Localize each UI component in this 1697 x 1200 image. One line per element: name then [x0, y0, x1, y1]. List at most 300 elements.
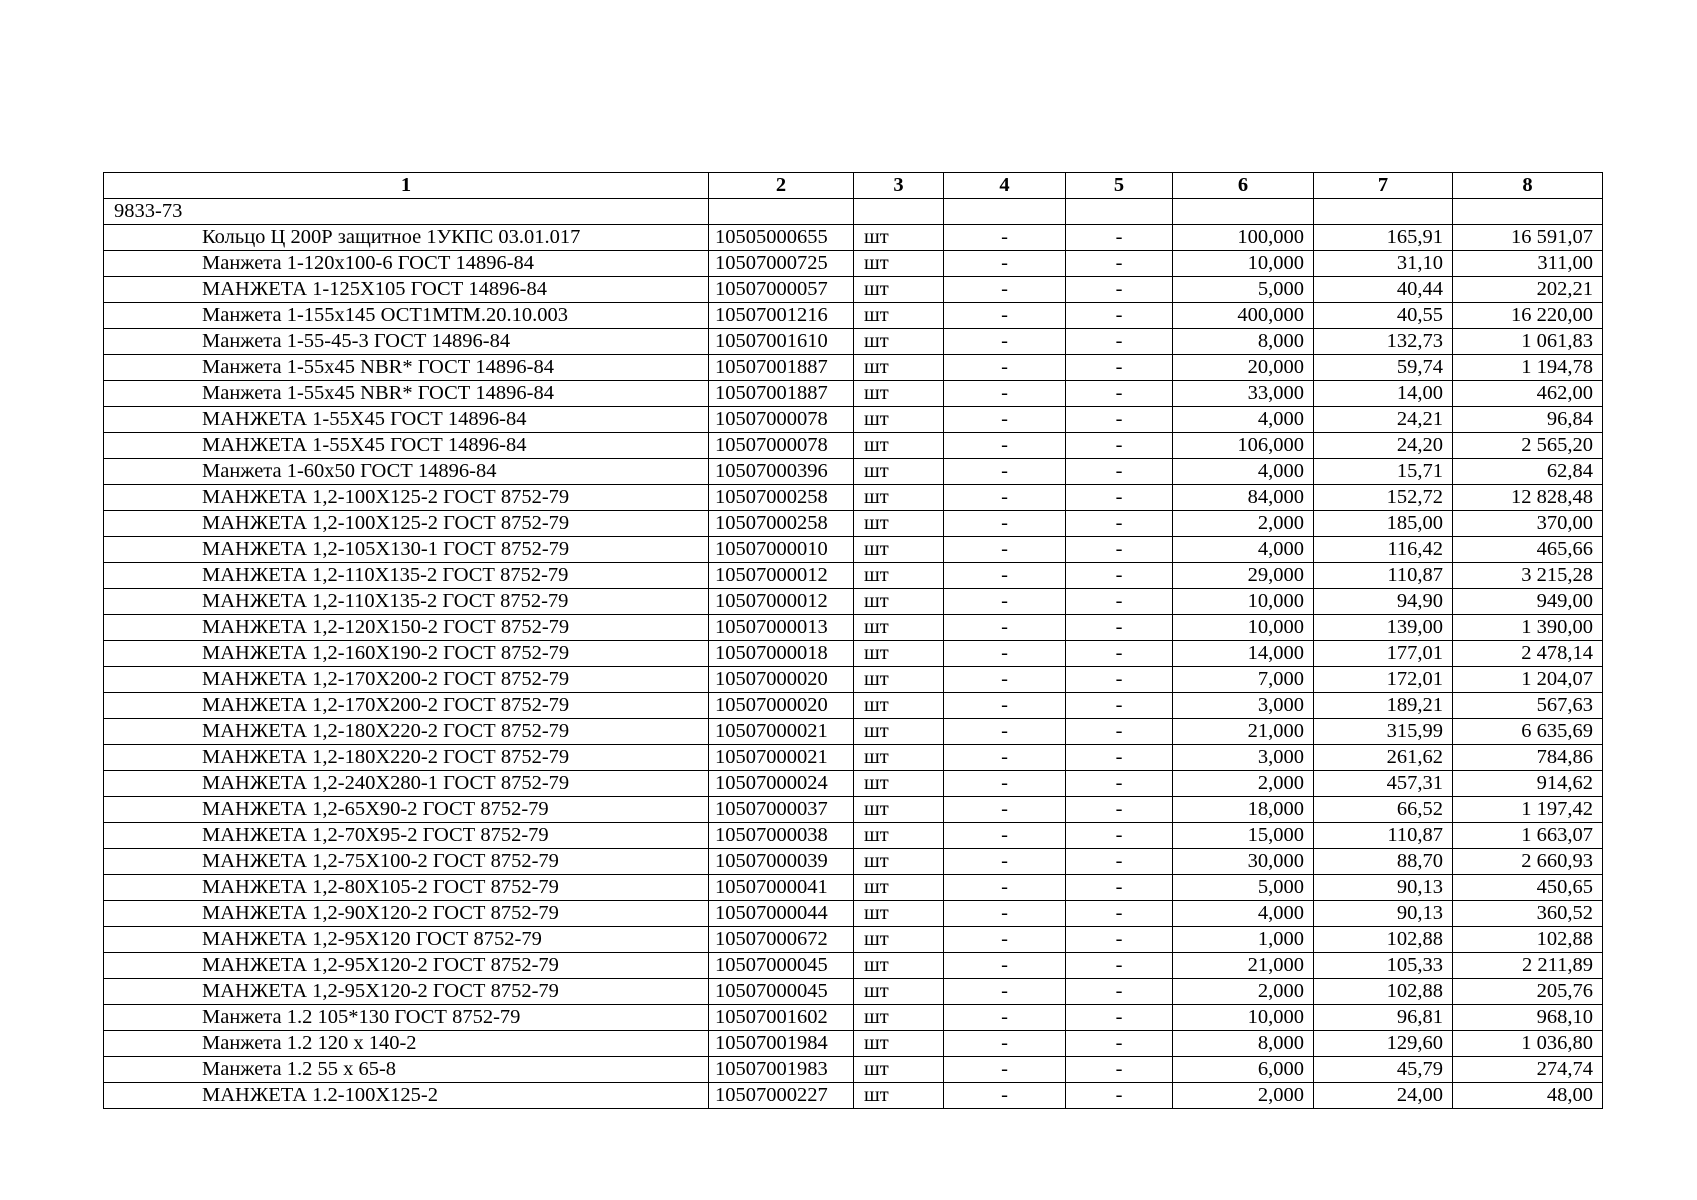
item-name-cell: Манжета 1-120х100-6 ГОСТ 14896-84 — [104, 251, 709, 277]
item-name-cell: Манжета 1-60х50 ГОСТ 14896-84 — [104, 459, 709, 485]
col-4-cell: - — [944, 485, 1066, 511]
price-cell: 315,99 — [1314, 719, 1453, 745]
item-code-cell: 10507000258 — [709, 485, 854, 511]
quantity-cell: 100,000 — [1173, 225, 1314, 251]
table-row — [104, 563, 1603, 589]
quantity-cell: 400,000 — [1173, 303, 1314, 329]
document-sheet — [103, 172, 1603, 1109]
column-header-5: 5 — [1066, 173, 1173, 199]
unit-cell: шт — [854, 563, 944, 589]
amount-cell: 1 663,07 — [1453, 823, 1603, 849]
item-code-cell: 10507000010 — [709, 537, 854, 563]
table-row — [104, 407, 1603, 433]
table-row — [104, 771, 1603, 797]
amount-cell: 96,84 — [1453, 407, 1603, 433]
table-row — [104, 849, 1603, 875]
amount-cell: 567,63 — [1453, 693, 1603, 719]
unit-cell: шт — [854, 433, 944, 459]
price-cell: 129,60 — [1314, 1031, 1453, 1057]
amount-cell: 949,00 — [1453, 589, 1603, 615]
col-5-cell: - — [1066, 719, 1173, 745]
amount-cell: 462,00 — [1453, 381, 1603, 407]
price-cell: 66,52 — [1314, 797, 1453, 823]
item-name-cell: МАНЖЕТА 1,2-80Х105-2 ГОСТ 8752-79 — [104, 875, 709, 901]
table-row — [104, 823, 1603, 849]
amount-cell: 16 591,07 — [1453, 225, 1603, 251]
col-5-cell: - — [1066, 953, 1173, 979]
price-cell: 94,90 — [1314, 589, 1453, 615]
quantity-cell: 10,000 — [1173, 589, 1314, 615]
item-code-cell: 10507001602 — [709, 1005, 854, 1031]
col-4-cell: - — [944, 641, 1066, 667]
col-4-cell: - — [944, 1057, 1066, 1083]
col-4-cell: - — [944, 329, 1066, 355]
col-5-cell: - — [1066, 381, 1173, 407]
table-row — [104, 433, 1603, 459]
unit-cell: шт — [854, 901, 944, 927]
quantity-cell: 21,000 — [1173, 953, 1314, 979]
col-5-cell: - — [1066, 979, 1173, 1005]
amount-cell: 1 390,00 — [1453, 615, 1603, 641]
col-5-cell: - — [1066, 641, 1173, 667]
unit-cell: шт — [854, 407, 944, 433]
price-cell: 105,33 — [1314, 953, 1453, 979]
column-header-8: 8 — [1453, 173, 1603, 199]
price-cell: 40,55 — [1314, 303, 1453, 329]
col-5-cell: - — [1066, 485, 1173, 511]
item-code-cell: 10507000021 — [709, 745, 854, 771]
empty-cell — [854, 199, 944, 225]
item-name-cell: Манжета 1.2 105*130 ГОСТ 8752-79 — [104, 1005, 709, 1031]
col-5-cell: - — [1066, 407, 1173, 433]
table-row — [104, 511, 1603, 537]
amount-cell: 2 565,20 — [1453, 433, 1603, 459]
col-4-cell: - — [944, 1005, 1066, 1031]
empty-cell — [709, 199, 854, 225]
table-row — [104, 953, 1603, 979]
col-4-cell: - — [944, 433, 1066, 459]
table-row — [104, 277, 1603, 303]
amount-cell: 784,86 — [1453, 745, 1603, 771]
col-5-cell: - — [1066, 745, 1173, 771]
price-cell: 189,21 — [1314, 693, 1453, 719]
quantity-cell: 3,000 — [1173, 745, 1314, 771]
item-name-cell: МАНЖЕТА 1-125Х105 ГОСТ 14896-84 — [104, 277, 709, 303]
item-name-cell: МАНЖЕТА 1,2-240Х280-1 ГОСТ 8752-79 — [104, 771, 709, 797]
price-cell: 172,01 — [1314, 667, 1453, 693]
items-table — [103, 172, 1603, 1109]
item-name-cell: МАНЖЕТА 1,2-65Х90-2 ГОСТ 8752-79 — [104, 797, 709, 823]
col-4-cell: - — [944, 667, 1066, 693]
header-row — [104, 173, 1603, 199]
quantity-cell: 5,000 — [1173, 875, 1314, 901]
col-4-cell: - — [944, 745, 1066, 771]
col-4-cell: - — [944, 563, 1066, 589]
col-5-cell: - — [1066, 1083, 1173, 1109]
item-name-cell: МАНЖЕТА 1,2-95Х120 ГОСТ 8752-79 — [104, 927, 709, 953]
unit-cell: шт — [854, 459, 944, 485]
unit-cell: шт — [854, 589, 944, 615]
amount-cell: 6 635,69 — [1453, 719, 1603, 745]
amount-cell: 1 061,83 — [1453, 329, 1603, 355]
item-code-cell: 10507000039 — [709, 849, 854, 875]
item-name-cell: Кольцо Ц 200Р защитное 1УКПС 03.01.017 — [104, 225, 709, 251]
quantity-cell: 4,000 — [1173, 459, 1314, 485]
quantity-cell: 8,000 — [1173, 329, 1314, 355]
table-row — [104, 329, 1603, 355]
table-row — [104, 719, 1603, 745]
price-cell: 261,62 — [1314, 745, 1453, 771]
quantity-cell: 33,000 — [1173, 381, 1314, 407]
item-name-cell: МАНЖЕТА 1,2-100Х125-2 ГОСТ 8752-79 — [104, 485, 709, 511]
item-name-cell: МАНЖЕТА 1,2-170Х200-2 ГОСТ 8752-79 — [104, 693, 709, 719]
item-code-cell: 10507000078 — [709, 433, 854, 459]
unit-cell: шт — [854, 511, 944, 537]
item-name-cell: МАНЖЕТА 1,2-110Х135-2 ГОСТ 8752-79 — [104, 589, 709, 615]
unit-cell: шт — [854, 251, 944, 277]
col-5-cell: - — [1066, 1057, 1173, 1083]
table-body — [104, 199, 1603, 1109]
col-4-cell: - — [944, 1083, 1066, 1109]
table-row — [104, 901, 1603, 927]
quantity-cell: 20,000 — [1173, 355, 1314, 381]
table-row — [104, 641, 1603, 667]
quantity-cell: 10,000 — [1173, 251, 1314, 277]
table-row — [104, 693, 1603, 719]
item-name-cell: Манжета 1-55-45-3 ГОСТ 14896-84 — [104, 329, 709, 355]
col-5-cell: - — [1066, 849, 1173, 875]
col-5-cell: - — [1066, 355, 1173, 381]
amount-cell: 62,84 — [1453, 459, 1603, 485]
table-row — [104, 1005, 1603, 1031]
quantity-cell: 10,000 — [1173, 615, 1314, 641]
quantity-cell: 2,000 — [1173, 771, 1314, 797]
price-cell: 102,88 — [1314, 927, 1453, 953]
col-4-cell: - — [944, 953, 1066, 979]
column-header-3: 3 — [854, 173, 944, 199]
quantity-cell: 18,000 — [1173, 797, 1314, 823]
unit-cell: шт — [854, 225, 944, 251]
col-4-cell: - — [944, 303, 1066, 329]
amount-cell: 360,52 — [1453, 901, 1603, 927]
item-name-cell: МАНЖЕТА 1,2-75Х100-2 ГОСТ 8752-79 — [104, 849, 709, 875]
amount-cell: 202,21 — [1453, 277, 1603, 303]
item-name-cell: Манжета 1-155х145 ОСТ1МТМ.20.10.003 — [104, 303, 709, 329]
price-cell: 165,91 — [1314, 225, 1453, 251]
col-4-cell: - — [944, 797, 1066, 823]
item-code-cell: 10507000041 — [709, 875, 854, 901]
unit-cell: шт — [854, 303, 944, 329]
unit-cell: шт — [854, 927, 944, 953]
unit-cell: шт — [854, 875, 944, 901]
table-row — [104, 927, 1603, 953]
item-code-cell: 10507000020 — [709, 667, 854, 693]
col-4-cell: - — [944, 901, 1066, 927]
col-4-cell: - — [944, 771, 1066, 797]
col-4-cell: - — [944, 355, 1066, 381]
item-code-cell: 10507000020 — [709, 693, 854, 719]
table-row — [104, 303, 1603, 329]
item-code-cell: 10507001610 — [709, 329, 854, 355]
amount-cell: 465,66 — [1453, 537, 1603, 563]
col-4-cell: - — [944, 381, 1066, 407]
unit-cell: шт — [854, 355, 944, 381]
price-cell: 457,31 — [1314, 771, 1453, 797]
col-5-cell: - — [1066, 771, 1173, 797]
amount-cell: 2 478,14 — [1453, 641, 1603, 667]
item-code-cell: 10507001887 — [709, 381, 854, 407]
price-cell: 24,20 — [1314, 433, 1453, 459]
item-code-cell: 10505000655 — [709, 225, 854, 251]
unit-cell: шт — [854, 1083, 944, 1109]
table-row — [104, 485, 1603, 511]
col-4-cell: - — [944, 277, 1066, 303]
col-5-cell: - — [1066, 511, 1173, 537]
col-5-cell: - — [1066, 225, 1173, 251]
col-5-cell: - — [1066, 1031, 1173, 1057]
quantity-cell: 2,000 — [1173, 1083, 1314, 1109]
col-5-cell: - — [1066, 303, 1173, 329]
quantity-cell: 4,000 — [1173, 537, 1314, 563]
item-name-cell: МАНЖЕТА 1,2-170Х200-2 ГОСТ 8752-79 — [104, 667, 709, 693]
empty-cell — [1173, 199, 1314, 225]
col-4-cell: - — [944, 1031, 1066, 1057]
item-code-cell: 10507000012 — [709, 589, 854, 615]
price-cell: 185,00 — [1314, 511, 1453, 537]
col-5-cell: - — [1066, 797, 1173, 823]
col-4-cell: - — [944, 615, 1066, 641]
item-code-cell: 10507000258 — [709, 511, 854, 537]
quantity-cell: 4,000 — [1173, 407, 1314, 433]
unit-cell: шт — [854, 693, 944, 719]
table-row — [104, 797, 1603, 823]
unit-cell: шт — [854, 1005, 944, 1031]
item-name-cell: МАНЖЕТА 1,2-95Х120-2 ГОСТ 8752-79 — [104, 979, 709, 1005]
quantity-cell: 29,000 — [1173, 563, 1314, 589]
col-5-cell: - — [1066, 589, 1173, 615]
item-code-cell: 10507000018 — [709, 641, 854, 667]
amount-cell: 274,74 — [1453, 1057, 1603, 1083]
item-name-cell: МАНЖЕТА 1,2-160Х190-2 ГОСТ 8752-79 — [104, 641, 709, 667]
quantity-cell: 10,000 — [1173, 1005, 1314, 1031]
amount-cell: 205,76 — [1453, 979, 1603, 1005]
quantity-cell: 3,000 — [1173, 693, 1314, 719]
unit-cell: шт — [854, 641, 944, 667]
table-row — [104, 615, 1603, 641]
price-cell: 14,00 — [1314, 381, 1453, 407]
item-name-cell: МАНЖЕТА 1,2-70Х95-2 ГОСТ 8752-79 — [104, 823, 709, 849]
price-cell: 152,72 — [1314, 485, 1453, 511]
amount-cell: 370,00 — [1453, 511, 1603, 537]
item-code-cell: 10507000057 — [709, 277, 854, 303]
price-cell: 110,87 — [1314, 823, 1453, 849]
unit-cell: шт — [854, 485, 944, 511]
col-5-cell: - — [1066, 537, 1173, 563]
unit-cell: шт — [854, 771, 944, 797]
col-4-cell: - — [944, 407, 1066, 433]
table-row — [104, 1057, 1603, 1083]
table-row — [104, 875, 1603, 901]
col-4-cell: - — [944, 719, 1066, 745]
quantity-cell: 30,000 — [1173, 849, 1314, 875]
item-name-cell: МАНЖЕТА 1-55Х45 ГОСТ 14896-84 — [104, 433, 709, 459]
item-code-cell: 10507000012 — [709, 563, 854, 589]
price-cell: 31,10 — [1314, 251, 1453, 277]
amount-cell: 1 197,42 — [1453, 797, 1603, 823]
quantity-cell: 1,000 — [1173, 927, 1314, 953]
col-4-cell: - — [944, 511, 1066, 537]
unit-cell: шт — [854, 1031, 944, 1057]
table-row — [104, 745, 1603, 771]
price-cell: 110,87 — [1314, 563, 1453, 589]
unit-cell: шт — [854, 329, 944, 355]
table-row — [104, 1083, 1603, 1109]
amount-cell: 3 215,28 — [1453, 563, 1603, 589]
quantity-cell: 21,000 — [1173, 719, 1314, 745]
price-cell: 59,74 — [1314, 355, 1453, 381]
item-name-cell: Манжета 1.2 55 х 65-8 — [104, 1057, 709, 1083]
table-row — [104, 1031, 1603, 1057]
price-cell: 102,88 — [1314, 979, 1453, 1005]
item-code-cell: 10507001887 — [709, 355, 854, 381]
unit-cell: шт — [854, 849, 944, 875]
item-name-cell: МАНЖЕТА 1,2-90Х120-2 ГОСТ 8752-79 — [104, 901, 709, 927]
quantity-cell: 106,000 — [1173, 433, 1314, 459]
item-name-cell: МАНЖЕТА 1,2-180Х220-2 ГОСТ 8752-79 — [104, 745, 709, 771]
quantity-cell: 2,000 — [1173, 511, 1314, 537]
col-5-cell: - — [1066, 563, 1173, 589]
quantity-cell: 4,000 — [1173, 901, 1314, 927]
unit-cell: шт — [854, 667, 944, 693]
col-4-cell: - — [944, 693, 1066, 719]
item-code-cell: 10507000227 — [709, 1083, 854, 1109]
col-4-cell: - — [944, 979, 1066, 1005]
item-code-cell: 10507000045 — [709, 953, 854, 979]
price-cell: 24,00 — [1314, 1083, 1453, 1109]
table-row — [104, 459, 1603, 485]
price-cell: 45,79 — [1314, 1057, 1453, 1083]
column-header-7: 7 — [1314, 173, 1453, 199]
amount-cell: 914,62 — [1453, 771, 1603, 797]
price-cell: 40,44 — [1314, 277, 1453, 303]
unit-cell: шт — [854, 719, 944, 745]
item-code-cell: 10507000725 — [709, 251, 854, 277]
col-4-cell: - — [944, 849, 1066, 875]
quantity-cell: 7,000 — [1173, 667, 1314, 693]
item-code-cell: 10507000396 — [709, 459, 854, 485]
amount-cell: 12 828,48 — [1453, 485, 1603, 511]
col-5-cell: - — [1066, 277, 1173, 303]
col-4-cell: - — [944, 225, 1066, 251]
item-name-cell: Манжета 1-55х45 NBR* ГОСТ 14896-84 — [104, 381, 709, 407]
amount-cell: 968,10 — [1453, 1005, 1603, 1031]
col-5-cell: - — [1066, 615, 1173, 641]
unit-cell: шт — [854, 979, 944, 1005]
table-row — [104, 979, 1603, 1005]
unit-cell: шт — [854, 537, 944, 563]
table-row — [104, 355, 1603, 381]
column-header-6: 6 — [1173, 173, 1314, 199]
col-5-cell: - — [1066, 667, 1173, 693]
unit-cell: шт — [854, 1057, 944, 1083]
amount-cell: 2 211,89 — [1453, 953, 1603, 979]
col-4-cell: - — [944, 589, 1066, 615]
item-name-cell: МАНЖЕТА 1,2-100Х125-2 ГОСТ 8752-79 — [104, 511, 709, 537]
unit-cell: шт — [854, 823, 944, 849]
unit-cell: шт — [854, 277, 944, 303]
item-name-cell: МАНЖЕТА 1,2-110Х135-2 ГОСТ 8752-79 — [104, 563, 709, 589]
item-code-cell: 10507001983 — [709, 1057, 854, 1083]
table-row — [104, 381, 1603, 407]
quantity-cell: 5,000 — [1173, 277, 1314, 303]
amount-cell: 311,00 — [1453, 251, 1603, 277]
item-code-cell: 10507000024 — [709, 771, 854, 797]
col-5-cell: - — [1066, 1005, 1173, 1031]
column-header-1: 1 — [104, 173, 709, 199]
item-name-cell: МАНЖЕТА 1,2-120Х150-2 ГОСТ 8752-79 — [104, 615, 709, 641]
amount-cell: 2 660,93 — [1453, 849, 1603, 875]
item-code-cell: 10507001216 — [709, 303, 854, 329]
empty-cell — [1066, 199, 1173, 225]
item-code-cell: 10507000044 — [709, 901, 854, 927]
amount-cell: 1 204,07 — [1453, 667, 1603, 693]
price-cell: 139,00 — [1314, 615, 1453, 641]
item-code-cell: 10507000045 — [709, 979, 854, 1005]
amount-cell: 1 194,78 — [1453, 355, 1603, 381]
price-cell: 116,42 — [1314, 537, 1453, 563]
col-5-cell: - — [1066, 823, 1173, 849]
col-5-cell: - — [1066, 433, 1173, 459]
price-cell: 132,73 — [1314, 329, 1453, 355]
quantity-cell: 6,000 — [1173, 1057, 1314, 1083]
price-cell: 90,13 — [1314, 901, 1453, 927]
quantity-cell: 8,000 — [1173, 1031, 1314, 1057]
col-5-cell: - — [1066, 693, 1173, 719]
item-code-cell: 10507000013 — [709, 615, 854, 641]
col-5-cell: - — [1066, 459, 1173, 485]
table-row — [104, 589, 1603, 615]
unit-cell: шт — [854, 615, 944, 641]
unit-cell: шт — [854, 797, 944, 823]
price-cell: 90,13 — [1314, 875, 1453, 901]
empty-cell — [944, 199, 1066, 225]
col-4-cell: - — [944, 251, 1066, 277]
item-name-cell: Манжета 1-55х45 NBR* ГОСТ 14896-84 — [104, 355, 709, 381]
item-code-cell: 10507000037 — [709, 797, 854, 823]
table-row — [104, 225, 1603, 251]
quantity-cell: 14,000 — [1173, 641, 1314, 667]
item-code-cell: 10507001984 — [709, 1031, 854, 1057]
amount-cell: 102,88 — [1453, 927, 1603, 953]
amount-cell: 450,65 — [1453, 875, 1603, 901]
unit-cell: шт — [854, 745, 944, 771]
unit-cell: шт — [854, 953, 944, 979]
quantity-cell: 15,000 — [1173, 823, 1314, 849]
amount-cell: 48,00 — [1453, 1083, 1603, 1109]
item-name-cell: МАНЖЕТА 1.2-100Х125-2 — [104, 1083, 709, 1109]
table-row — [104, 667, 1603, 693]
price-cell: 96,81 — [1314, 1005, 1453, 1031]
price-cell: 177,01 — [1314, 641, 1453, 667]
price-cell: 15,71 — [1314, 459, 1453, 485]
col-5-cell: - — [1066, 251, 1173, 277]
price-cell: 88,70 — [1314, 849, 1453, 875]
quantity-cell: 84,000 — [1173, 485, 1314, 511]
column-header-4: 4 — [944, 173, 1066, 199]
amount-cell: 1 036,80 — [1453, 1031, 1603, 1057]
col-4-cell: - — [944, 537, 1066, 563]
item-code-cell: 10507000078 — [709, 407, 854, 433]
